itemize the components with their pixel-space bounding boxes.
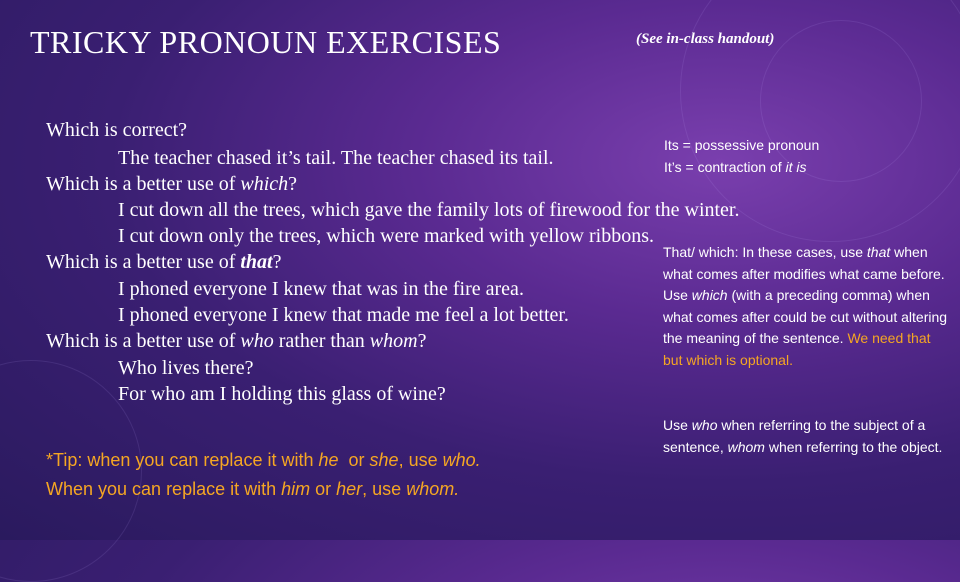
tip-line-2-her: her: [336, 479, 363, 499]
note-that-which-text-2: when what comes after modifies what came before. Use: [663, 244, 945, 303]
question-4-whom: whom: [369, 330, 418, 352]
question-3: [46, 250, 282, 274]
question-3-keyword: that: [240, 251, 273, 273]
question-1: [46, 118, 187, 142]
tip-line-2-text-c: , use: [362, 479, 407, 499]
note-that-which-highlight: We need that but which is optional.: [663, 330, 931, 368]
question-2-answer-1: I cut down all the trees, which gave the family lots of firewood for the winter.: [118, 199, 740, 221]
question-2: [46, 172, 297, 196]
question-3-prefix: Which is a better use of: [46, 251, 241, 273]
question-4-who: who: [240, 330, 274, 352]
slide-subtitle: (See in-class handout): [636, 31, 775, 47]
question-2-prefix: Which is a better use of: [46, 173, 241, 195]
note-who-text-1: Use: [663, 417, 692, 433]
note-its-possessive: Its = possessive pronoun: [664, 137, 820, 153]
tip-line-2-him: him: [281, 479, 311, 499]
question-3-answer-2: I phoned everyone I knew that made me feel a lot better.: [118, 304, 569, 326]
question-4-suffix: ?: [417, 330, 427, 352]
tip-box: [46, 446, 481, 504]
tip-line-1-text-c: , use: [398, 450, 443, 470]
question-2-answer-2: I cut down only the trees, which were marked with yellow ribbons.: [118, 225, 654, 247]
slide-title: TRICKY PRONOUN EXERCISES: [30, 24, 502, 60]
question-4: [46, 329, 426, 353]
tip-line-1-text-b: or: [338, 450, 370, 470]
question-1-answer: The teacher chased it’s tail. The teacher chased its tail.: [118, 147, 554, 169]
note-its-contraction: [664, 157, 954, 179]
tip-line-1-who: who.: [442, 450, 481, 470]
note-who-text-2: when referring to the subject of a sentence,: [663, 417, 926, 455]
question-3-answer-1: I phoned everyone I knew that was in the fire area.: [118, 278, 524, 300]
note-who-whom: whom: [727, 438, 765, 455]
tip-line-2-text-a: When you can replace it with: [46, 479, 282, 499]
tip-line-1: [46, 446, 481, 475]
note-who-who: who: [691, 417, 718, 433]
question-3-suffix: ?: [272, 251, 282, 273]
note-that-which-that: that: [866, 244, 891, 260]
question-4-answer-1: Who lives there?: [118, 357, 254, 379]
tip-line-2: [46, 475, 481, 504]
note-who-whom: [663, 415, 953, 458]
note-its: [664, 135, 954, 178]
question-4-mid: rather than: [273, 330, 370, 352]
question-1-text: Which is correct?: [46, 119, 188, 141]
tip-line-1-he: he: [318, 450, 339, 470]
note-its-contraction-word: it is: [785, 158, 807, 175]
tip-line-2-text-b: or: [310, 479, 337, 499]
question-4-answer-2: For who am I holding this glass of wine?: [118, 383, 446, 405]
note-that-which-text-3: (with a preceding comma) when what comes after could be cut without altering the meaning of the sentence.: [663, 287, 948, 346]
question-4-prefix: Which is a better use of: [46, 330, 241, 352]
note-who-text-3: when referring to the object.: [764, 438, 943, 455]
question-2-keyword: which: [240, 173, 289, 195]
tip-line-1-text-a: *Tip: when you can replace it with: [46, 450, 319, 470]
note-its-contraction-prefix: It’s = contraction of: [664, 158, 786, 175]
tip-line-1-she: she: [369, 450, 399, 470]
question-2-suffix: ?: [288, 173, 298, 195]
note-that-which-text-1: That/ which: In these cases, use: [663, 244, 867, 260]
note-that-which-which: which: [691, 287, 728, 303]
note-that-which: [663, 242, 953, 371]
tip-line-2-whom: whom.: [406, 479, 460, 499]
